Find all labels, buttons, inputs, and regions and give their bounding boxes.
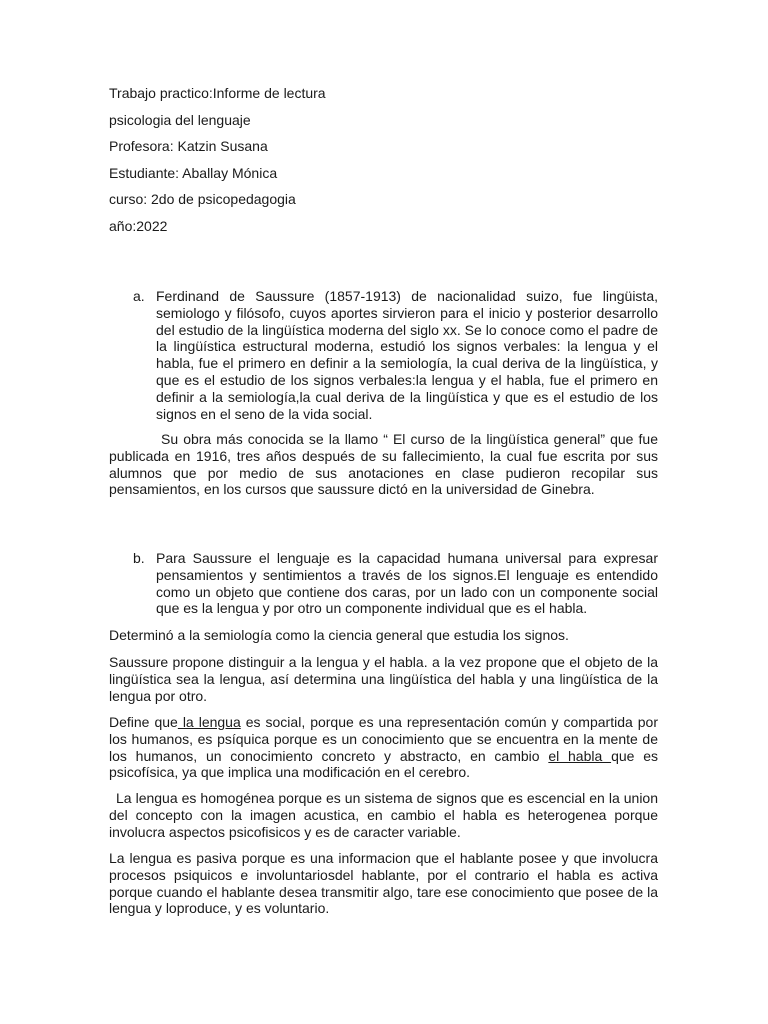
header-line-course: curso: 2do de psicopedagogia <box>109 191 296 208</box>
underlined-term-lengua: la lengua <box>177 714 241 730</box>
underlined-term-habla: el habla <box>548 747 612 764</box>
document-header <box>109 85 326 245</box>
section-a-text: Ferdinand de Saussure (1857-1913) de nacionalidad suizo, fue lingüista, semiologo y filósofo, cuyos aportes sirvieron para el inicio y posterior desarrollo del estudio de la lingüística moderna del siglo xx. Se lo conoce como el padre de la lingüística estructural moderna, estudió los signos verbales: la lengua y el habla, fue el primero en definir a la semiología, la cual deriva de la lingüística, y que es el estudio de los signos verbales:la lengua y el habla, fue el primero en definir a la semiología,la cual deriva de la lingüística y que es el estudio de los signos en el seno de la vida social. <box>156 288 658 422</box>
list-marker-a: a. <box>133 288 145 304</box>
paragraph-lengua-habla: Saussure propone distinguir a la lengua y el habla. a la vez propone que el objeto de la lingüística sea la lengua, así determina una lingüística del habla y una lingüística de la lengua por otro. <box>109 654 658 704</box>
header-line-student: Estudiante: Aballay Mónica <box>109 164 278 181</box>
list-marker-b: b. <box>133 550 145 566</box>
paragraph-define-lengua <box>109 714 658 781</box>
header-line-year: año:2022 <box>109 217 168 234</box>
section-a-followup: Su obra más conocida se la llamo “ El curso de la lingüística general” que fue publicada en 1916, tres años después de su fallecimiento, la cual fue escrita por sus alumnos que por medio de sus anotaciones en clase pudieron recopilar sus pensamientos, en los cursos que saussure dictó en la universidad de Ginebra. <box>109 431 658 498</box>
p3-text-start: Define que <box>109 714 178 730</box>
p3-text-middle: es social, porque es una representación común y compartida por los humanos, es psíquica porque es un conocimiento que se encuentra en la mente de los humanos, un conocimiento concreto y abstracto, en cambio <box>109 714 658 764</box>
p3-text-end: que es psicofísica, ya que implica una modificación en el cerebro. <box>109 747 658 781</box>
header-line-teacher: Profesora: Katzin Susana <box>109 138 268 155</box>
paragraph-pasiva: La lengua es pasiva porque es una informacion que el hablante posee y que involucra procesos psiquicos e involuntariosdel hablante, por el contrario el habla es activa porque cuando el hablante desea transmitir algo, tare ese conocimiento que posee de la lengua y loproduce, y es voluntario. <box>109 850 658 917</box>
section-b-text: Para Saussure el lenguaje es la capacidad humana universal para expresar pensamientos y sentimientos a través de los signos.El lenguaje es entendido como un objeto que contiene dos caras, por un lado con un componente social que es la lengua y por otro un componente individual que es el habla. <box>156 550 658 617</box>
header-line-subject: psicologia del lenguaje <box>109 111 251 128</box>
paragraph-homogenea: La lengua es homogénea porque es un sistema de signos que es escencial en la union del concepto con la imagen acustica, en cambio el habla es heterogenea porque involucra aspectos psicofisicos y es de caracter variable. <box>109 790 658 840</box>
paragraph-semiologia: Determinó a la semiología como la ciencia general que estudia los signos. <box>109 627 569 643</box>
header-line-title: Trabajo practico:Informe de lectura <box>109 85 326 101</box>
